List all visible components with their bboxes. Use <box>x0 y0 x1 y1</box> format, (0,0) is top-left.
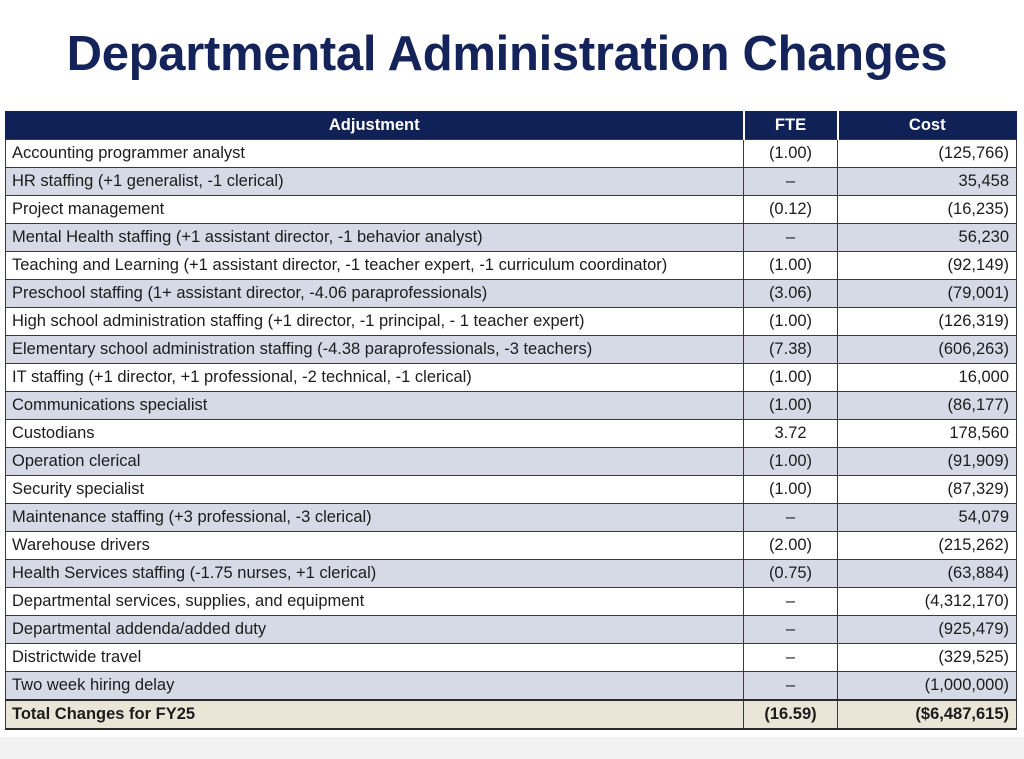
adjustment-cell: Elementary school administration staffing (-4.38 paraprofessionals, -3 teachers) <box>6 336 744 364</box>
header-cost: Cost <box>838 111 1017 140</box>
cost-cell: (329,525) <box>838 644 1017 672</box>
fte-cell: (0.75) <box>744 560 838 588</box>
fte-cell: (7.38) <box>744 336 838 364</box>
fte-cell: (0.12) <box>744 196 838 224</box>
table-row <box>6 336 1017 364</box>
table-row <box>6 252 1017 280</box>
table-row <box>6 224 1017 252</box>
cost-cell: (606,263) <box>838 336 1017 364</box>
table-row <box>6 308 1017 336</box>
adjustment-cell: Custodians <box>6 420 744 448</box>
cost-cell: (79,001) <box>838 280 1017 308</box>
header-fte: FTE <box>744 111 838 140</box>
table-row <box>6 616 1017 644</box>
adjustment-cell: Two week hiring delay <box>6 672 744 701</box>
fte-cell: (1.00) <box>744 140 838 168</box>
fte-cell: – <box>744 168 838 196</box>
fte-cell: (1.00) <box>744 392 838 420</box>
fte-cell: (1.00) <box>744 308 838 336</box>
table-row <box>6 448 1017 476</box>
cost-cell: (87,329) <box>838 476 1017 504</box>
cost-cell: (92,149) <box>838 252 1017 280</box>
adjustment-cell: Operation clerical <box>6 448 744 476</box>
fte-cell: – <box>744 504 838 532</box>
adjustments-table-container <box>5 111 1016 730</box>
adjustment-cell: Teaching and Learning (+1 assistant director, -1 teacher expert, -1 curriculum coordinator) <box>6 252 744 280</box>
fte-cell: – <box>744 616 838 644</box>
adjustment-cell: Communications specialist <box>6 392 744 420</box>
adjustment-cell: Health Services staffing (-1.75 nurses, +1 clerical) <box>6 560 744 588</box>
cost-cell: (16,235) <box>838 196 1017 224</box>
cost-cell: (126,319) <box>838 308 1017 336</box>
fte-cell: (3.06) <box>744 280 838 308</box>
cost-cell: 178,560 <box>838 420 1017 448</box>
adjustment-cell: HR staffing (+1 generalist, -1 clerical) <box>6 168 744 196</box>
table-row <box>6 364 1017 392</box>
adjustment-cell: Departmental addenda/added duty <box>6 616 744 644</box>
table-row <box>6 140 1017 168</box>
fte-cell: (2.00) <box>744 532 838 560</box>
total-row <box>6 700 1017 729</box>
adjustment-cell: Districtwide travel <box>6 644 744 672</box>
fte-cell: (1.00) <box>744 252 838 280</box>
cost-cell: (215,262) <box>838 532 1017 560</box>
header-adjustment: Adjustment <box>6 111 744 140</box>
bottom-band <box>0 737 1024 759</box>
total-cost-cell: ($6,487,615) <box>838 700 1017 729</box>
table-row <box>6 168 1017 196</box>
total-label-cell: Total Changes for FY25 <box>6 700 744 729</box>
fte-cell: (1.00) <box>744 448 838 476</box>
table-row <box>6 560 1017 588</box>
cost-cell: 56,230 <box>838 224 1017 252</box>
cost-cell: (91,909) <box>838 448 1017 476</box>
adjustment-cell: Accounting programmer analyst <box>6 140 744 168</box>
fte-cell: – <box>744 672 838 701</box>
adjustment-cell: High school administration staffing (+1 director, -1 principal, - 1 teacher expert) <box>6 308 744 336</box>
table-header-row <box>6 111 1017 140</box>
cost-cell: (925,479) <box>838 616 1017 644</box>
fte-cell: 3.72 <box>744 420 838 448</box>
table-row <box>6 644 1017 672</box>
cost-cell: (63,884) <box>838 560 1017 588</box>
adjustment-cell: Mental Health staffing (+1 assistant director, -1 behavior analyst) <box>6 224 744 252</box>
table-row <box>6 504 1017 532</box>
cost-cell: (125,766) <box>838 140 1017 168</box>
fte-cell: – <box>744 224 838 252</box>
cost-cell: (4,312,170) <box>838 588 1017 616</box>
fte-cell: (1.00) <box>744 364 838 392</box>
cost-cell: (1,000,000) <box>838 672 1017 701</box>
table-row <box>6 280 1017 308</box>
adjustment-cell: Preschool staffing (1+ assistant director, -4.06 paraprofessionals) <box>6 280 744 308</box>
adjustment-cell: Maintenance staffing (+3 professional, -3 clerical) <box>6 504 744 532</box>
fte-cell: (1.00) <box>744 476 838 504</box>
fte-cell: – <box>744 644 838 672</box>
cost-cell: (86,177) <box>838 392 1017 420</box>
adjustment-cell: Departmental services, supplies, and equipment <box>6 588 744 616</box>
fte-cell: – <box>744 588 838 616</box>
total-fte-cell: (16.59) <box>744 700 838 729</box>
table-row <box>6 420 1017 448</box>
adjustment-cell: Project management <box>6 196 744 224</box>
page-title: Departmental Administration Changes <box>66 27 948 81</box>
cost-cell: 16,000 <box>838 364 1017 392</box>
cost-cell: 54,079 <box>838 504 1017 532</box>
adjustment-cell: Warehouse drivers <box>6 532 744 560</box>
adjustment-cell: IT staffing (+1 director, +1 professional, -2 technical, -1 clerical) <box>6 364 744 392</box>
table-row <box>6 476 1017 504</box>
cost-cell: 35,458 <box>838 168 1017 196</box>
table-row <box>6 532 1017 560</box>
adjustments-table <box>5 111 1017 730</box>
table-row <box>6 588 1017 616</box>
table-row <box>6 196 1017 224</box>
table-row <box>6 392 1017 420</box>
table-row <box>6 672 1017 701</box>
table-body <box>6 140 1017 730</box>
adjustment-cell: Security specialist <box>6 476 744 504</box>
